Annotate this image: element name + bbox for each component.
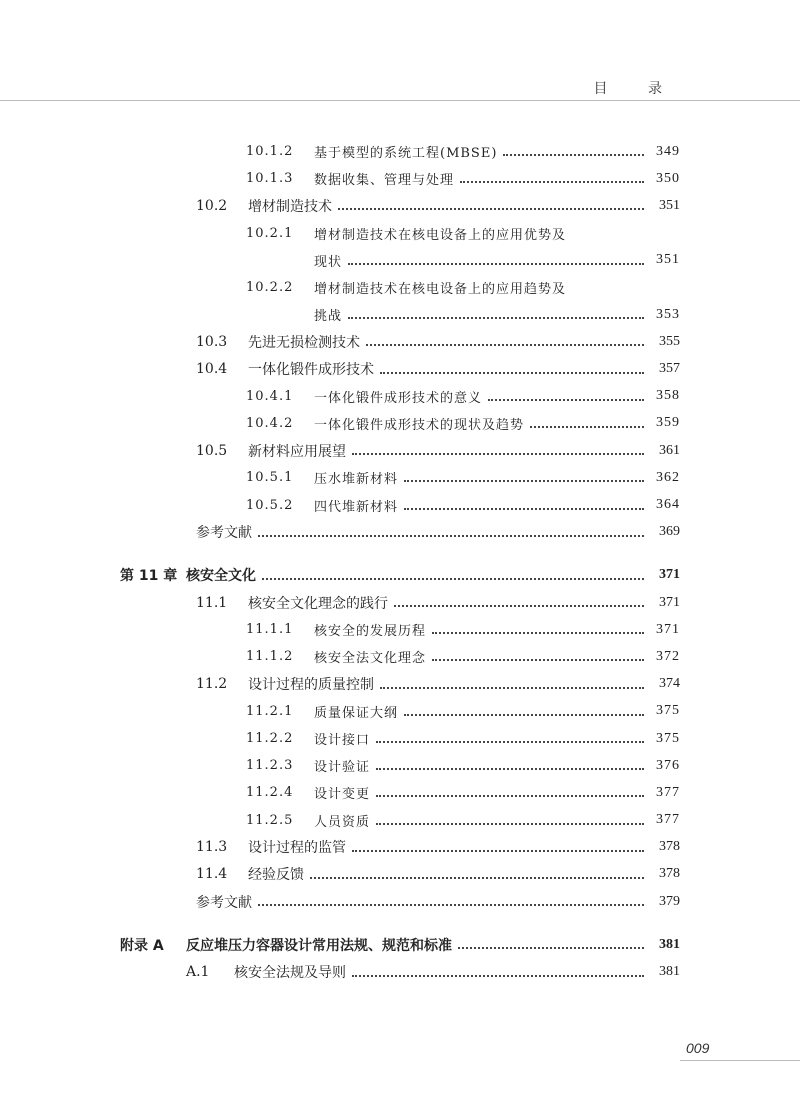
page-number: 381 [659,964,680,980]
toc-entry-10-2-1-continued[interactable] [0,247,800,274]
section-number: 10.4.2 [246,415,294,431]
toc-entry-10-2[interactable] [0,192,800,219]
dot-leader [404,479,644,482]
toc-entry-10-5[interactable] [0,437,800,464]
section-number: 10.3 [196,333,228,350]
toc-entry-10-2-2-continued[interactable] [0,301,800,328]
toc-entry-references-ch11[interactable] [0,888,800,915]
toc-entry-11-2-3[interactable] [0,752,800,779]
dot-leader [380,686,644,689]
section-title: 经验反馈 [248,867,304,884]
dot-leader [503,153,644,156]
toc-entry-11-1-1[interactable] [0,616,800,643]
table-of-contents [0,138,800,986]
section-title: 压水堆新材料 [314,472,399,488]
section-number: 10.1.3 [246,171,294,187]
section-number: 11.4 [196,866,228,883]
running-header [0,76,800,101]
section-title-continued: 挑战 [314,309,343,325]
section-title: 四代堆新材料 [314,499,399,515]
section-number: 11.2.2 [246,731,294,747]
section-number: 11.1.1 [246,622,294,638]
section-number: 11.2.1 [246,703,294,719]
section-number: 10.4.1 [246,388,294,404]
toc-entry-10-4-2[interactable] [0,410,800,437]
page-number: 372 [656,648,680,664]
section-number: 11.2.5 [246,812,294,828]
page-number: 371 [656,621,680,637]
dot-leader [352,849,644,852]
section-title: 基于模型的系统工程(MBSE) [314,146,498,162]
section-title: 一体化锻件成形技术的现状及趋势 [314,417,525,433]
dot-leader [258,534,644,537]
section-title: 数据收集、管理与处理 [314,173,455,189]
appendix-title: 反应堆压力容器设计常用法规、规范和标准 [186,937,452,954]
section-title: 人员资质 [314,814,371,830]
toc-entry-11-1-2[interactable] [0,643,800,670]
section-title: 设计过程的质量控制 [248,677,374,694]
section-number: 11.2 [196,676,228,693]
toc-entry-10-1-2[interactable] [0,138,800,165]
page-number: 375 [656,703,680,719]
page-number: 359 [656,415,680,431]
toc-entry-10-2-2[interactable] [0,274,800,301]
section-number: 11.1.2 [246,649,294,665]
section-title: 核安全法文化理念 [314,651,427,667]
section-title: 核安全的发展历程 [314,624,427,640]
section-number: 10.2.2 [246,280,294,296]
page-number: 353 [656,306,680,322]
section-title: 参考文献 [196,894,252,911]
section-title: 设计接口 [314,733,371,749]
section-title: 质量保证大纲 [314,705,399,721]
page-number: 358 [656,388,680,404]
section-title: 一体化锻件成形技术的意义 [314,390,483,406]
toc-entry-11-4[interactable] [0,861,800,888]
page-number: 374 [659,676,680,692]
running-title: 目 录 [593,81,680,97]
page-number: 377 [656,812,680,828]
section-title: 增材制造技术在核电设备上的应用优势及 [314,227,567,243]
page-number: 362 [656,469,680,485]
toc-entry-chapter-11[interactable] [0,562,800,589]
page-number: 381 [659,936,680,952]
section-title: 设计过程的监管 [248,840,346,857]
page-number: 361 [659,442,680,458]
page-number: 364 [656,497,680,513]
dot-leader [488,398,644,401]
section-number: 10.5 [196,442,228,459]
section-title: 增材制造技术 [248,198,332,215]
chapter-title: 核安全文化 [186,568,256,585]
section-title: 一体化锻件成形技术 [248,362,374,379]
toc-entry-11-2-4[interactable] [0,779,800,806]
dot-leader [458,946,644,949]
toc-entry-10-5-1[interactable] [0,464,800,491]
dot-leader [258,903,644,906]
dot-leader [338,207,644,210]
section-number: 10.4 [196,361,228,378]
section-title: 参考文献 [196,525,252,542]
page-number: 376 [656,757,680,773]
toc-entry-appendix-a[interactable] [0,931,800,958]
toc-entry-10-3[interactable] [0,328,800,355]
section-number: A.1 [186,964,210,981]
page-number: 378 [659,866,680,882]
dot-leader [348,316,644,319]
toc-entry-10-1-3[interactable] [0,165,800,192]
section-number: 11.2.3 [246,758,294,774]
section-number: 10.5.1 [246,470,294,486]
toc-entry-10-5-2[interactable] [0,491,800,518]
dot-leader [394,604,644,607]
toc-entry-10-4-1[interactable] [0,383,800,410]
toc-entry-a-1[interactable] [0,958,800,985]
page-number: 377 [656,784,680,800]
page-number: 371 [659,567,680,583]
section-number: 11.1 [196,594,228,611]
toc-entry-references-ch10[interactable] [0,519,800,546]
page-number: 351 [659,197,680,213]
toc-entry-11-3[interactable] [0,834,800,861]
dot-leader [376,740,644,743]
section-number: 11.2.4 [246,785,294,801]
section-title-continued: 现状 [314,254,343,270]
dot-leader [376,822,644,825]
dot-leader [366,343,644,346]
section-title: 核安全法规及导则 [234,965,346,982]
page-number: 371 [659,594,680,610]
dot-leader [432,631,644,634]
section-title: 设计变更 [314,787,371,803]
toc-entry-11-2-5[interactable] [0,807,800,834]
dot-leader [432,658,644,661]
toc-entry-11-1[interactable] [0,589,800,616]
section-title: 增材制造技术在核电设备上的应用趋势及 [314,282,567,298]
section-title: 核安全文化理念的践行 [248,595,388,612]
page-number: 350 [656,170,680,186]
page-number: 349 [656,143,680,159]
section-number: 11.3 [196,839,228,856]
page-number: 369 [659,524,680,540]
dot-leader [380,371,644,374]
page-footer [680,1040,800,1061]
toc-entry-10-2-1[interactable] [0,220,800,247]
page-number: 379 [659,893,680,909]
dot-leader [460,180,644,183]
appendix-number: 附录 A [120,937,164,954]
page-number: 357 [659,361,680,377]
section-number: 10.2.1 [246,225,294,241]
toc-entry-10-4[interactable] [0,356,800,383]
chapter-number: 第 11 章 [120,568,178,585]
dot-leader [352,452,644,455]
dot-leader [310,876,644,879]
folio-page-number: 009 [686,1040,710,1056]
section-title: 新材料应用展望 [248,443,346,460]
toc-entry-11-2[interactable] [0,671,800,698]
section-number: 10.2 [196,197,228,214]
dot-leader [376,794,644,797]
page-number: 375 [656,730,680,746]
page-number: 355 [659,333,680,349]
dot-leader [352,974,644,977]
dot-leader [262,577,644,580]
dot-leader [404,507,644,510]
toc-entry-11-2-2[interactable] [0,725,800,752]
section-number: 10.1.2 [246,144,294,160]
page-number: 351 [656,252,680,268]
dot-leader [530,425,644,428]
section-title: 先进无损检测技术 [248,334,360,351]
section-number: 10.5.2 [246,497,294,513]
toc-entry-11-2-1[interactable] [0,698,800,725]
dot-leader [404,713,644,716]
dot-leader [376,767,644,770]
section-title: 设计验证 [314,760,371,776]
page-number: 378 [659,839,680,855]
dot-leader [348,262,644,265]
